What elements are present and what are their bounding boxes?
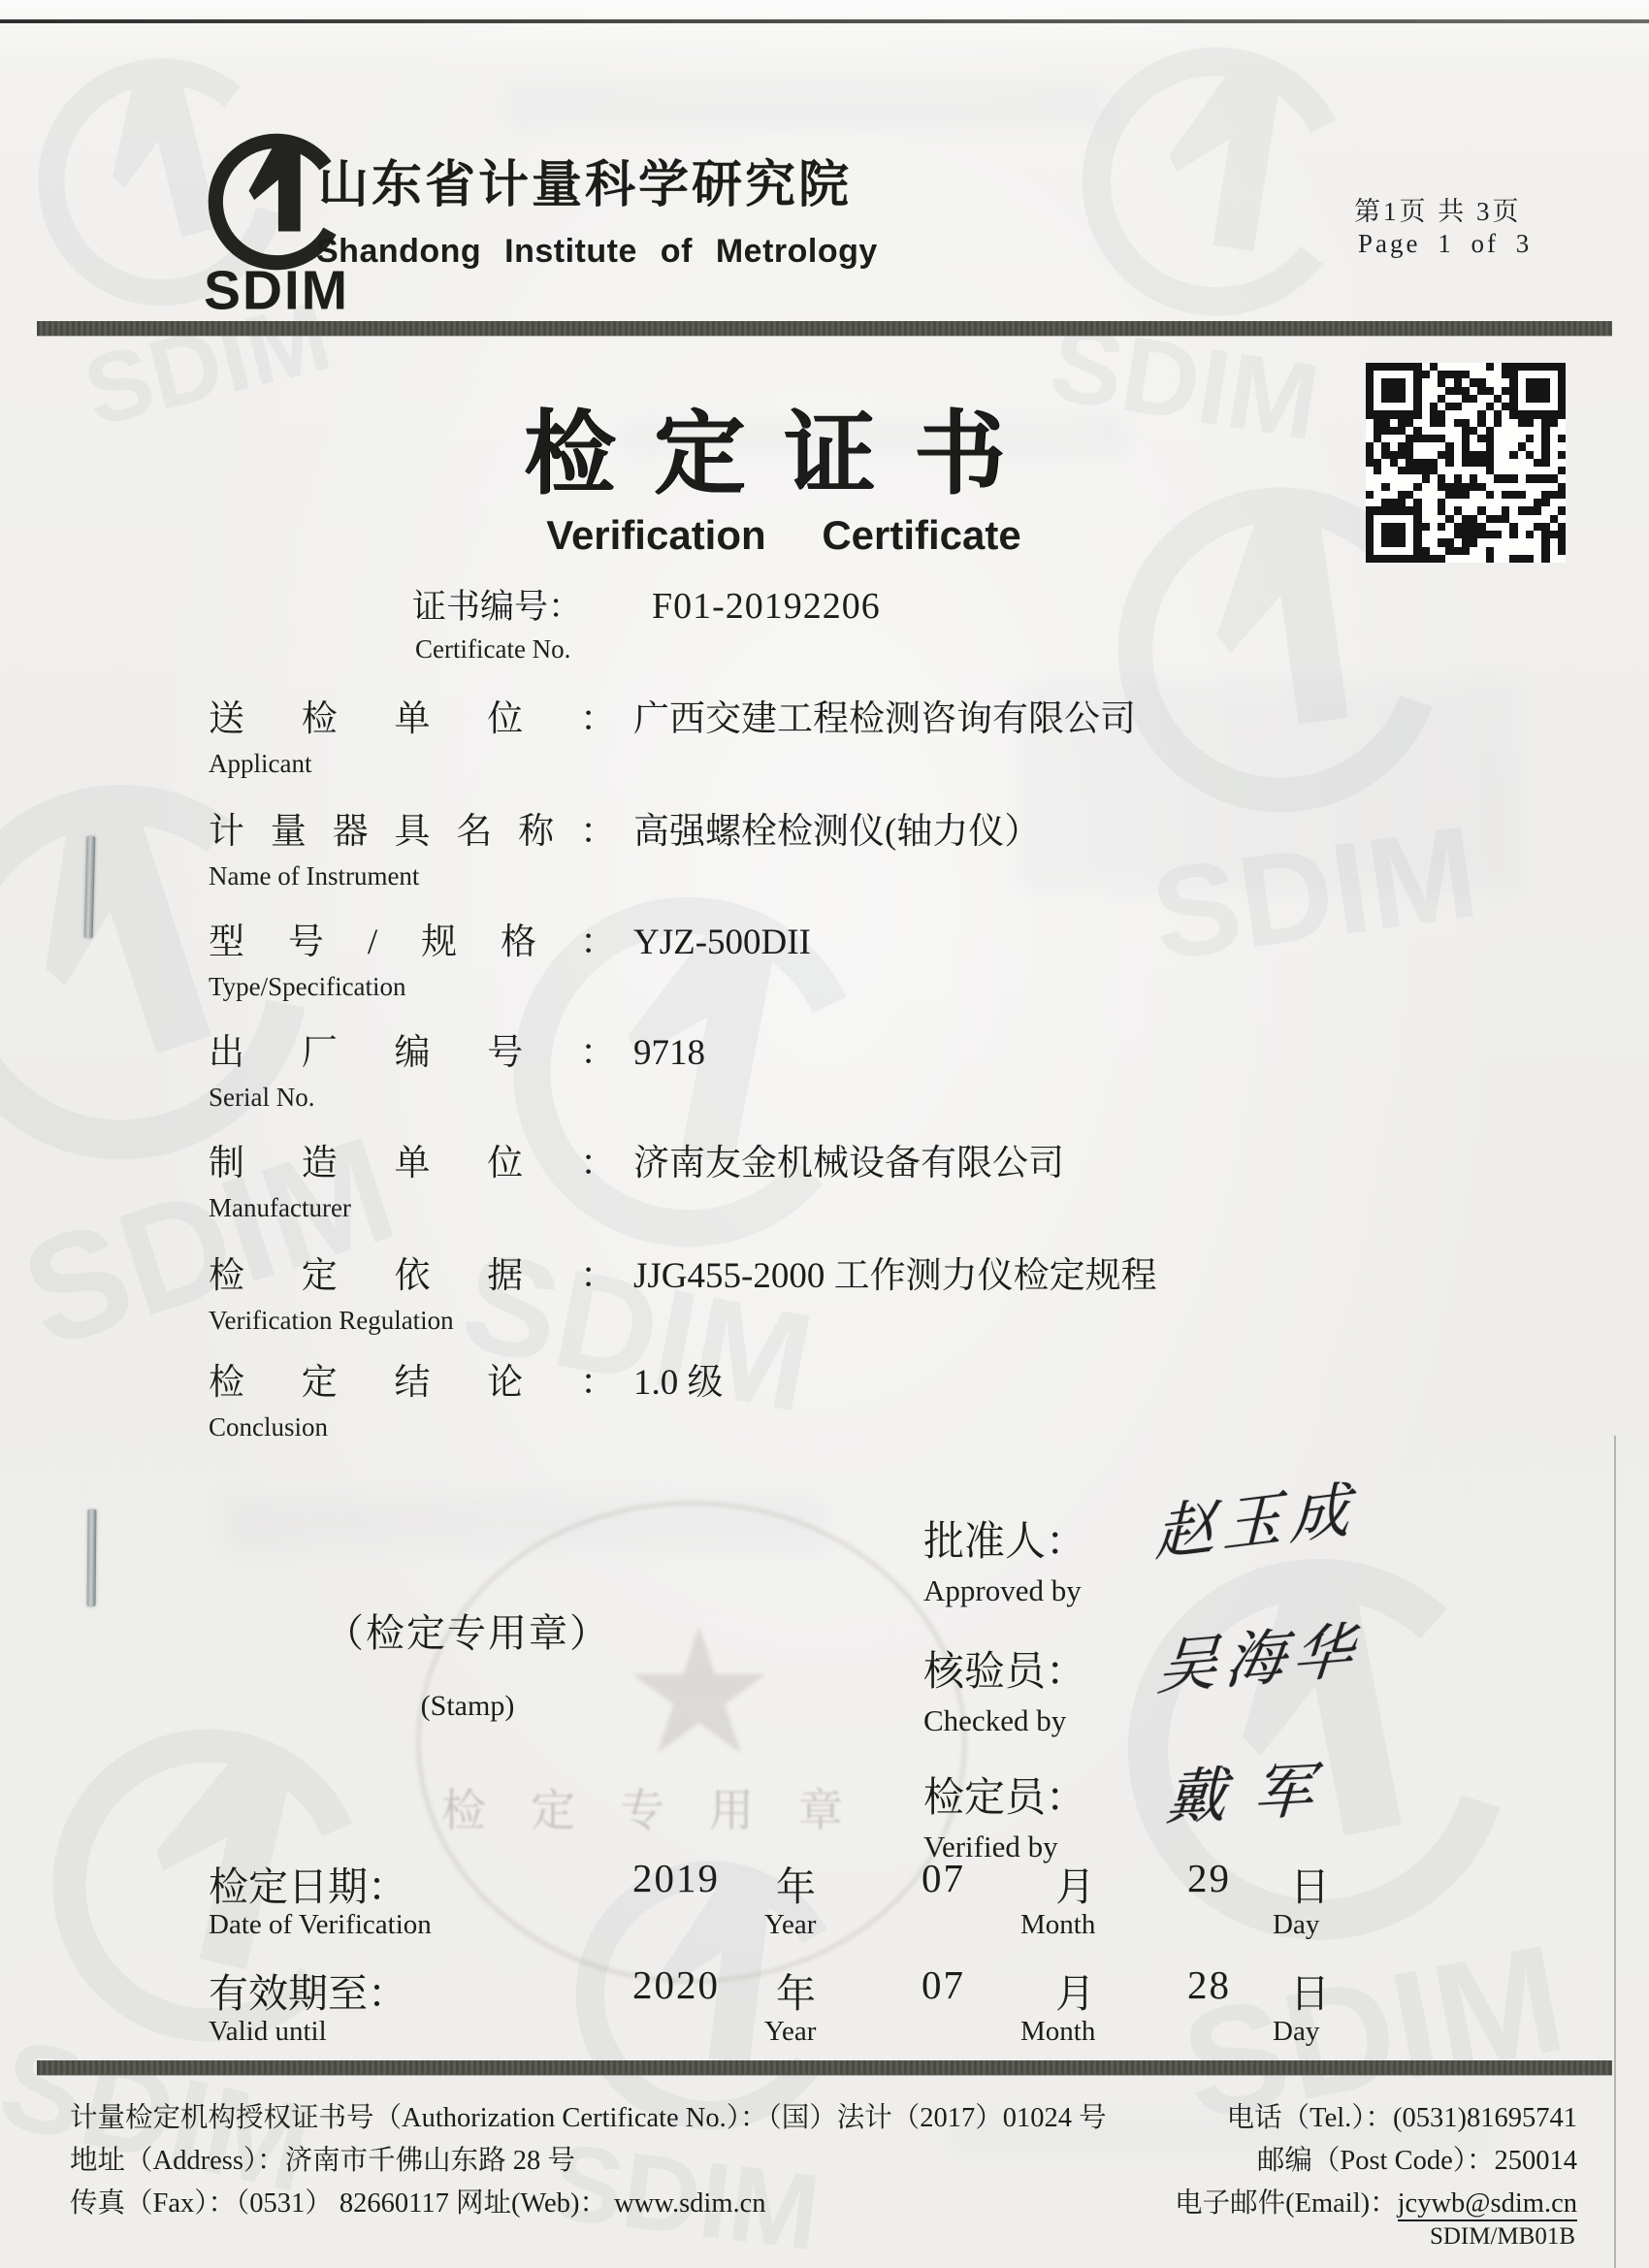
date-month-unit: 月 <box>1055 1864 1095 1909</box>
date-year-unit: 年 <box>776 1971 816 2016</box>
date-day-unit-en: Day <box>1273 1909 1320 1940</box>
approval-label-cn: 检定员： <box>923 1776 1087 1821</box>
field-value: 高强螺栓检测仪(轴力仪） <box>633 812 1041 852</box>
field-label-en: Serial No. <box>209 1083 315 1112</box>
institute-title-cn: 山东省计量科学研究院 <box>318 158 853 213</box>
signature: 赵玉成 <box>1154 1476 1358 1569</box>
field-value: YJZ-500DII <box>633 923 811 962</box>
approval-label-cn: 核验员： <box>923 1650 1087 1695</box>
scan-top-edge <box>0 19 1649 23</box>
field-value: 广西交建工程检测咨询有限公司 <box>633 699 1136 739</box>
footer-email-value: jcywb@sdim.cn <box>1398 2188 1577 2221</box>
date-label-en: Valid until <box>209 2016 327 2047</box>
approval-label-en: Verified by <box>923 1830 1058 1863</box>
approval-row-verified <box>923 1757 1342 1864</box>
bleed-through <box>504 83 1106 130</box>
footer-divider-bar <box>37 2060 1612 2075</box>
certificate-title-cn: 检定证书 <box>523 405 1044 505</box>
page-number-cn: 第1页 共 3页 <box>1354 197 1522 226</box>
field-row-instrument <box>209 801 1040 891</box>
form-code: SDIM/MB01B <box>1429 2223 1575 2250</box>
footer-postcode: 邮编（Post Code）：250014 <box>1256 2146 1577 2176</box>
field-label-en: Type/Specification <box>209 972 406 1001</box>
field-label-en: Verification Regulation <box>209 1306 454 1335</box>
field-label-cn: 计量器具名称： <box>209 812 616 852</box>
certificate-no-row <box>412 580 881 629</box>
certificate-title-en: Verification Certificate <box>546 512 1021 558</box>
signature: 戴军 <box>1164 1757 1342 1832</box>
stamp-label-en: (Stamp) <box>420 1690 515 1722</box>
date-month: 07 <box>922 1962 965 2007</box>
date-label-en: Date of Verification <box>209 1909 432 1940</box>
field-row-regulation <box>209 1246 1157 1336</box>
field-label-cn: 送检单位： <box>209 699 616 739</box>
field-label-en: Conclusion <box>209 1412 329 1442</box>
field-value: JJG455-2000 工作测力仪检定规程 <box>633 1256 1157 1296</box>
approval-row-checked <box>923 1617 1364 1738</box>
date-month-unit-en: Month <box>1020 2016 1096 2047</box>
approval-label-en: Checked by <box>923 1703 1067 1737</box>
footer-fax-web: 传真（Fax）：（0531） 82660117 网址(Web)： www.sdim.cn <box>70 2188 766 2219</box>
certificate-no-label-en: Certificate No. <box>415 634 571 664</box>
scan-right-edge <box>1614 1436 1616 2268</box>
field-label-en: Applicant <box>209 749 312 778</box>
page-number-en: Page 1 of 3 <box>1358 229 1533 258</box>
signature: 吴海华 <box>1154 1617 1364 1702</box>
header-divider-bar <box>37 321 1612 336</box>
field-label-cn: 检定依据： <box>209 1256 616 1296</box>
date-month: 07 <box>922 1856 965 1900</box>
field-row-manufacturer <box>209 1133 1064 1223</box>
footer-address: 地址（Address）：济南市千佛山东路 28 号 <box>70 2146 575 2176</box>
approval-row-approved <box>923 1476 1358 1608</box>
stamp-label-cn: （检定专用章） <box>325 1611 610 1655</box>
certificate-no-label: 证书编号： <box>412 588 583 626</box>
field-label-cn: 制造单位： <box>209 1144 616 1183</box>
institute-title-en: Shandong Institute of Metrology <box>316 233 878 270</box>
date-day: 29 <box>1187 1856 1231 1900</box>
field-label-cn: 型号/规格： <box>209 923 616 962</box>
date-row-verification <box>0 1855 1649 1961</box>
field-label-en: Name of Instrument <box>209 861 420 891</box>
field-row-type <box>209 912 811 1002</box>
date-row-valid-until <box>0 1961 1649 2068</box>
date-year: 2019 <box>632 1856 720 1900</box>
embossed-seal-star: ★ <box>621 1597 778 1790</box>
date-month-unit-en: Month <box>1020 1909 1096 1940</box>
date-month-unit: 月 <box>1055 1971 1095 2016</box>
date-day-unit: 日 <box>1290 1971 1330 2016</box>
field-label-cn: 检定结论： <box>209 1363 616 1403</box>
certificate-no-value: F01-20192206 <box>652 586 881 627</box>
footer-tel: 电话（Tel.）：(0531)81695741 <box>1226 2103 1577 2133</box>
field-value: 1.0 级 <box>633 1363 724 1403</box>
date-label-cn: 有效期至： <box>209 1971 407 2016</box>
logo-text: SDIM <box>203 259 350 318</box>
date-label-cn: 检定日期： <box>209 1864 407 1909</box>
date-year: 2020 <box>632 1962 720 2007</box>
footer-authorization: 计量检定机构授权证书号（Authorization Certificate No.）：（国）法计（2017）01024 号 <box>70 2103 1107 2133</box>
embossed-seal-text: 检定专用章 <box>441 1786 888 1835</box>
date-year-unit-en: Year <box>764 2016 817 2047</box>
date-day-unit: 日 <box>1290 1864 1330 1909</box>
field-row-conclusion <box>209 1352 724 1442</box>
field-row-applicant <box>209 689 1136 779</box>
footer-email <box>1175 2181 1577 2220</box>
field-value: 9718 <box>633 1033 705 1073</box>
date-day: 28 <box>1187 1962 1231 2007</box>
date-day-unit-en: Day <box>1273 2016 1320 2047</box>
footer-email-label: 电子邮件(Email)： <box>1175 2188 1398 2219</box>
field-label-cn: 出厂编号： <box>209 1033 616 1073</box>
field-row-serial <box>209 1022 705 1113</box>
date-year-unit-en: Year <box>764 1909 817 1940</box>
approval-label-en: Approved by <box>923 1573 1082 1607</box>
field-label-en: Manufacturer <box>209 1193 351 1222</box>
field-value: 济南友金机械设备有限公司 <box>633 1144 1064 1183</box>
staple <box>84 836 96 938</box>
approval-label-cn: 批准人： <box>923 1520 1087 1565</box>
date-year-unit: 年 <box>776 1864 816 1909</box>
staple <box>87 1509 97 1606</box>
